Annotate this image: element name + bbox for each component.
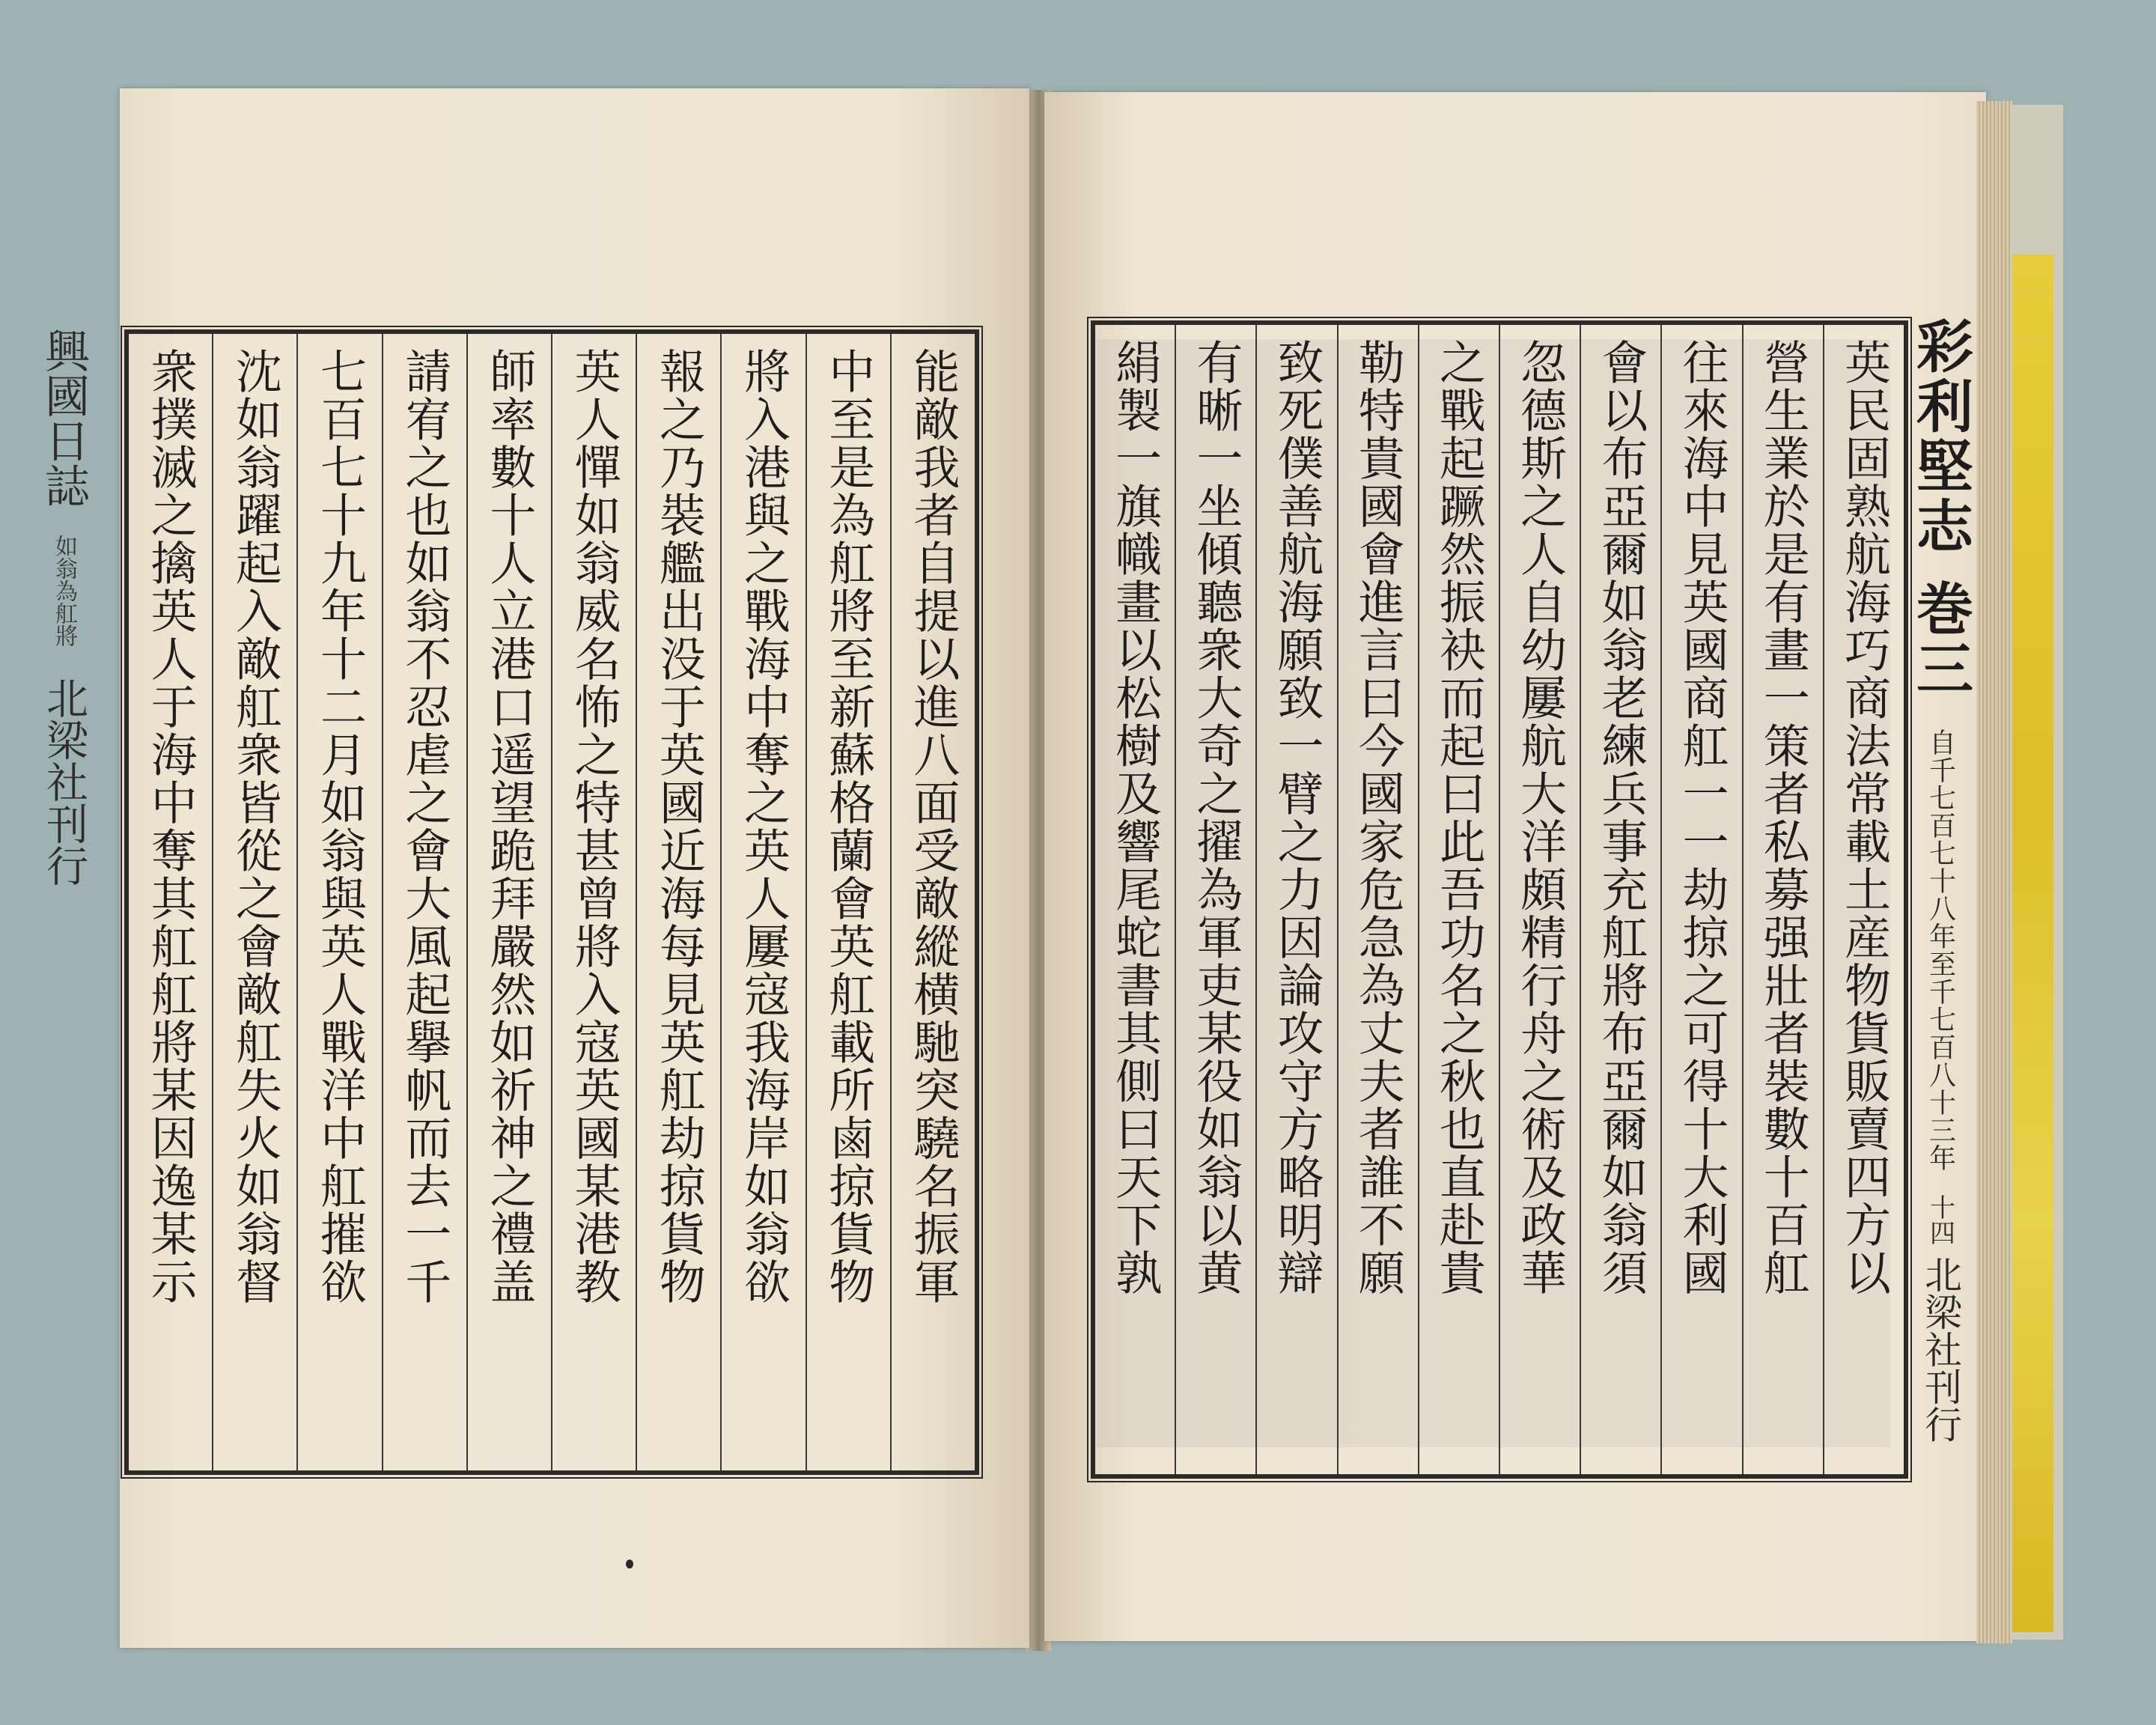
right-text-column-text: 英民固熟航海巧商法常載土産物貨販賣四方以 bbox=[1836, 338, 1892, 1297]
publisher: 北梁社刊行 bbox=[1919, 1256, 1962, 1443]
right-text-column-text: 有晰一坐傾聽衆大奇之擢為軍吏某役如翁以黄 bbox=[1188, 338, 1243, 1297]
yellow-spine-binding bbox=[2012, 255, 2053, 1632]
left-text-column bbox=[129, 334, 212, 1470]
left-text-column-text: 沈如翁躍起入敵舡衆皆從之會敵舡失火如翁督 bbox=[228, 347, 283, 1306]
left-text-frame bbox=[124, 329, 979, 1475]
right-title-column bbox=[1899, 317, 1982, 1473]
left-text-column-text: 能敵我者自提以進八面受敵縱横馳突驍名振軍 bbox=[905, 347, 960, 1306]
right-text-column bbox=[1660, 325, 1741, 1474]
ink-speck bbox=[626, 1560, 633, 1569]
right-text-column bbox=[1337, 325, 1418, 1474]
left-text-column-text: 請宥之也如翁不忍虐之會大風起擧帆而去一千 bbox=[397, 347, 452, 1306]
right-text-column bbox=[1255, 325, 1336, 1474]
right-text-column bbox=[1418, 325, 1499, 1474]
edge-title: 興國日誌 bbox=[37, 328, 90, 508]
right-text-column-text: 往來海中見英國商舡一一劫掠之可得十大利國 bbox=[1675, 338, 1730, 1297]
left-text-column bbox=[890, 334, 975, 1470]
left-text-column bbox=[212, 334, 296, 1470]
right-text-frame bbox=[1091, 320, 1908, 1479]
right-text-column-text: 絹製一旗幟畫以松樹及響尾蛇書其側曰天下孰 bbox=[1107, 338, 1163, 1297]
folio-number: 十四 bbox=[1925, 1194, 1955, 1246]
right-text-column-text: 之戰起蹶然振袂而起曰此吾功名之秋也直赴貴 bbox=[1431, 338, 1487, 1297]
left-text-column-text: 七百七十九年十二月如翁與英人戰洋中舡摧欲 bbox=[312, 347, 368, 1306]
right-text-column bbox=[1823, 325, 1904, 1474]
left-text-column-text: 師率數十人立港口遥望跪拜嚴然如祈神之禮盖 bbox=[481, 347, 537, 1306]
edge-subtitle: 如翁為舡將 bbox=[51, 535, 77, 647]
right-text-column-text: 致死僕善航海願致一臂之力因論攻守方略明辯 bbox=[1270, 338, 1325, 1297]
left-text-column bbox=[551, 334, 636, 1470]
left-text-column-text: 將入港與之戰海中奪之英人屢寇我海岸如翁欲 bbox=[736, 347, 791, 1306]
right-text-column bbox=[1580, 325, 1660, 1474]
right-text-column bbox=[1095, 325, 1175, 1474]
left-edge-margin bbox=[15, 328, 112, 1466]
left-text-column bbox=[296, 334, 381, 1470]
left-text-column bbox=[636, 334, 720, 1470]
right-text-column bbox=[1499, 325, 1580, 1474]
right-page bbox=[1044, 92, 1986, 1641]
date-range: 自千七百七十八年至千七百八十三年 bbox=[1925, 728, 1956, 1172]
right-text-column-text: 營生業於是有畫一策者私募强壯者裝數十百舡 bbox=[1755, 338, 1811, 1297]
left-text-column bbox=[466, 334, 551, 1470]
left-page bbox=[37, 88, 1029, 1648]
right-text-column-text: 勒特貴國會進言曰今國家危急為丈夫者誰不願 bbox=[1350, 338, 1406, 1297]
edge-publisher: 北梁社刊行 bbox=[40, 677, 88, 886]
right-text-columns bbox=[1095, 325, 1904, 1474]
left-text-column-text: 中至是為舡將至新蘇格蘭會英舡載所鹵掠貨物 bbox=[820, 347, 876, 1306]
left-text-column bbox=[720, 334, 805, 1470]
right-text-column bbox=[1742, 325, 1823, 1474]
left-text-column-text: 報之乃裝艦出没于英國近海每見英舡劫掠貨物 bbox=[651, 347, 707, 1306]
left-text-column-text: 衆撲滅之擒英人于海中奪其舡舡將某因逸某示 bbox=[143, 347, 198, 1306]
left-text-column bbox=[382, 334, 466, 1470]
left-text-column bbox=[806, 334, 890, 1470]
page-stack-edge bbox=[1976, 101, 2012, 1643]
right-text-column bbox=[1175, 325, 1255, 1474]
book-title: 彩利堅志 巻三 bbox=[1907, 317, 1974, 699]
left-text-columns bbox=[129, 334, 975, 1470]
right-text-column-text: 會以布亞爾如翁老練兵事充舡將布亞爾如翁須 bbox=[1593, 338, 1648, 1297]
right-text-column-text: 忽德斯之人自幼屢航大洋頗精行舟之術及政華 bbox=[1512, 338, 1568, 1297]
left-text-column-text: 英人憚如翁威名怖之特甚曾將入寇英國某港教 bbox=[567, 347, 622, 1306]
